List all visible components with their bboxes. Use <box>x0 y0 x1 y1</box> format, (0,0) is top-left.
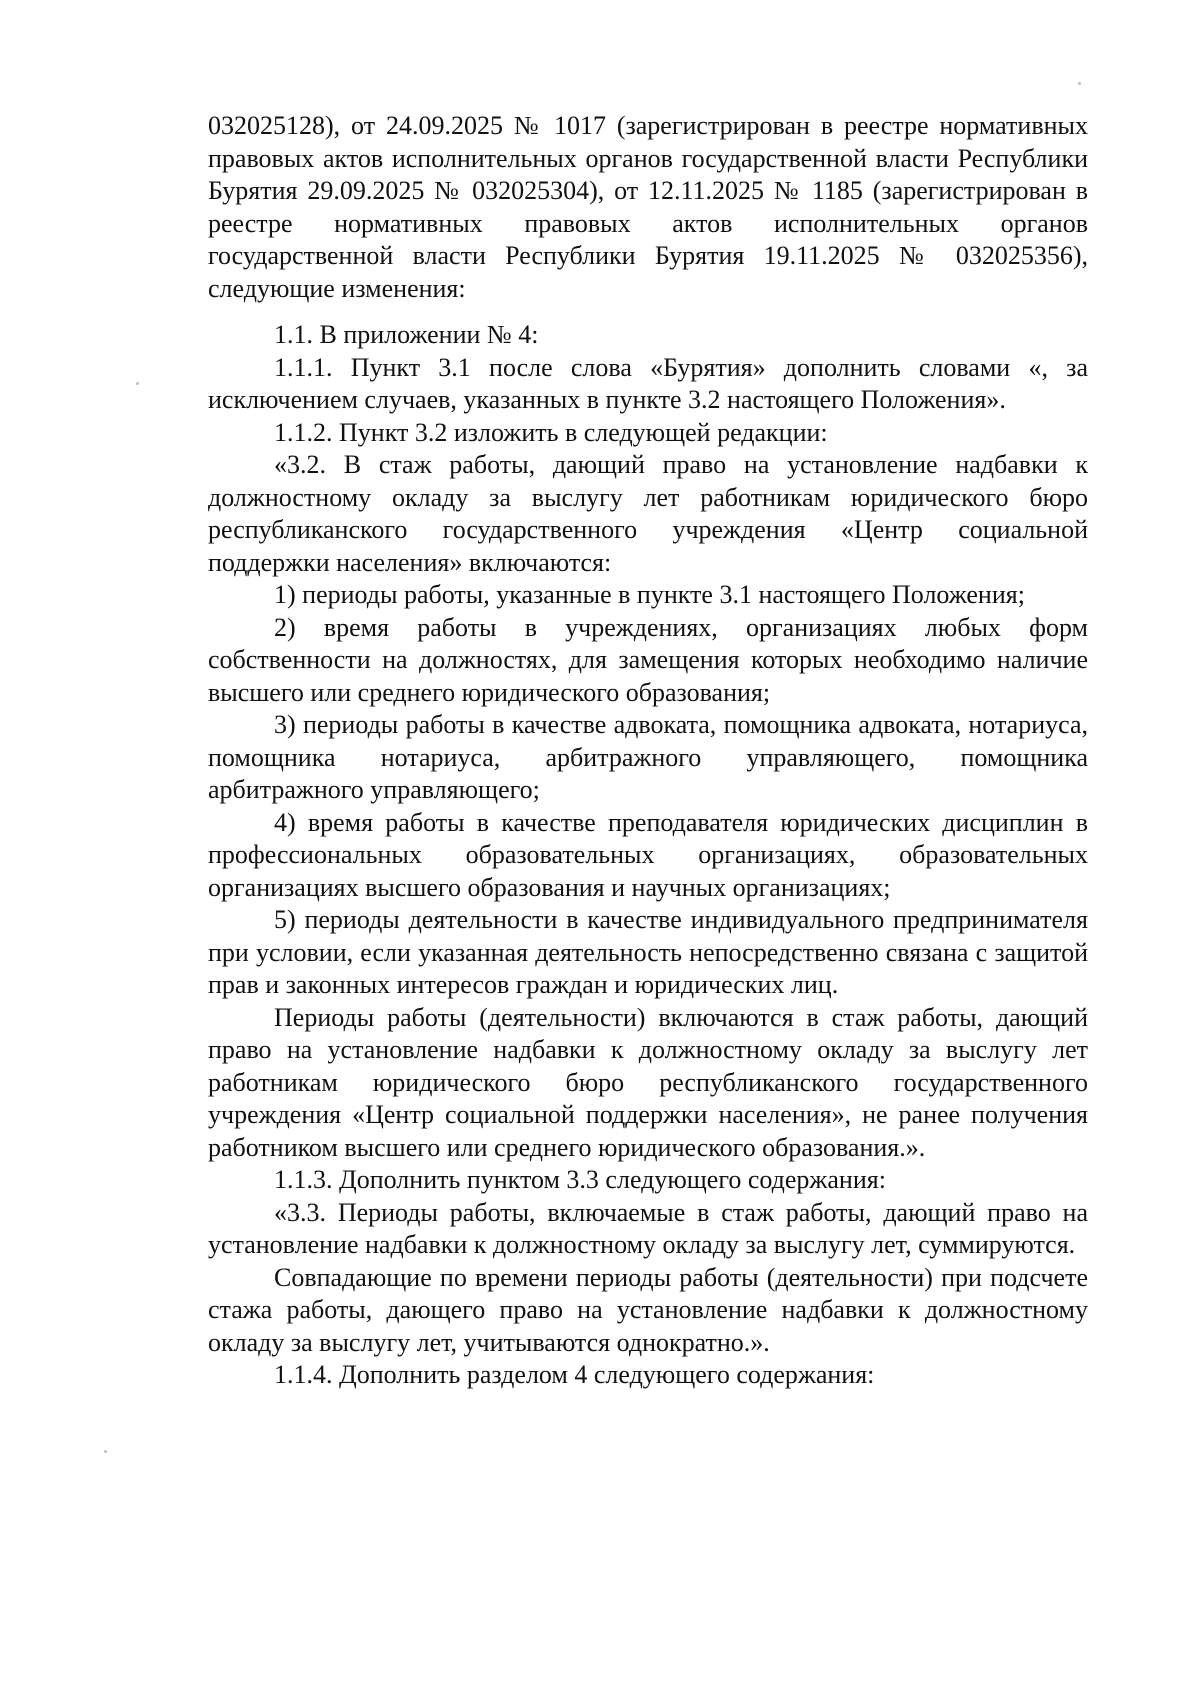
paragraph-periods-included: Периоды работы (деятельности) включаются в стаж работы, дающий право на установление надбавки к должностному окладу за выслугу лет работникам юридического бюро республиканского государственного учреждения «Центр социальной поддержки населения», не ранее получения работником высшего или среднего юридического образования.». <box>208 1002 1088 1162</box>
paragraph-1-1: 1.1. В приложении № 4: <box>274 320 539 349</box>
paragraph-1-1-3: 1.1.3. Дополнить пунктом 3.3 следующего содержания: <box>274 1165 886 1194</box>
paragraph-3-3: «3.3. Периоды работы, включаемые в стаж работы, дающий право на установление надбавки к должностному окладу за выслугу лет, суммируются. <box>208 1197 1088 1259</box>
list-item-3: 3) периоды работы в качестве адвоката, помощника адвоката, нотариуса, помощника нотариуса, арбитражного управляющего, помощника арбитражного управляющего; <box>208 710 1088 804</box>
paragraph-amendment-references: 032025128), от 24.09.2025 № 1017 (зарегистрирован в реестре нормативных правовых актов исполнительных органов государственной власти Республики Бурятия 29.09.2025 № 032025304), от 12.11.2025 № 1185 (зарегистрирован в реестре нормативных правовых актов исполнительных органов государственной власти Республики Бурятия 19.11.2025 № 032025356), следующие изменения: <box>208 111 1088 303</box>
paragraph-1-1-4: 1.1.4. Дополнить разделом 4 следующего содержания: <box>274 1360 875 1389</box>
scan-speck <box>104 1450 107 1453</box>
paragraph-coinciding-periods: Совпадающие по времени периоды работы (деятельности) при подсчете стажа работы, дающего право на установление надбавки к должностному окладу за выслугу лет, учитываются однократно.». <box>208 1262 1088 1357</box>
document-body <box>208 110 1088 1392</box>
paragraph-1-1-2: 1.1.2. Пункт 3.2 изложить в следующей редакции: <box>274 417 828 447</box>
list-item-4: 4) время работы в качестве преподавателя юридических дисциплин в профессиональных образовательных организациях, образовательных организациях высшего образования и научных организациях; <box>208 807 1088 902</box>
scan-speck <box>1078 82 1081 85</box>
paragraph-3-2: «3.2. В стаж работы, дающий право на установление надбавки к должностному окладу за выслугу лет работникам юридического бюро республиканского государственного учреждения «Центр социальной поддержки населения» включаются: <box>208 450 1088 577</box>
list-item-1: 1) периоды работы, указанные в пункте 3.1 настоящего Положения; <box>274 580 1025 609</box>
paragraph-1-1-1: 1.1.1. Пункт 3.1 после слова «Бурятия» дополнить словами «, за исключением случаев, указанных в пункте 3.2 настоящего Положения». <box>208 352 1088 414</box>
scan-speck <box>136 382 139 385</box>
list-item-5: 5) периоды деятельности в качестве индивидуального предпринимателя при условии, если указанная деятельность непосредственно связана с защитой прав и законных интересов граждан и юридических лиц. <box>208 905 1088 999</box>
list-item-2: 2) время работы в учреждениях, организациях любых форм собственности на должностях, для замещения которых необходимо наличие высшего или среднего юридического образования; <box>208 612 1088 707</box>
